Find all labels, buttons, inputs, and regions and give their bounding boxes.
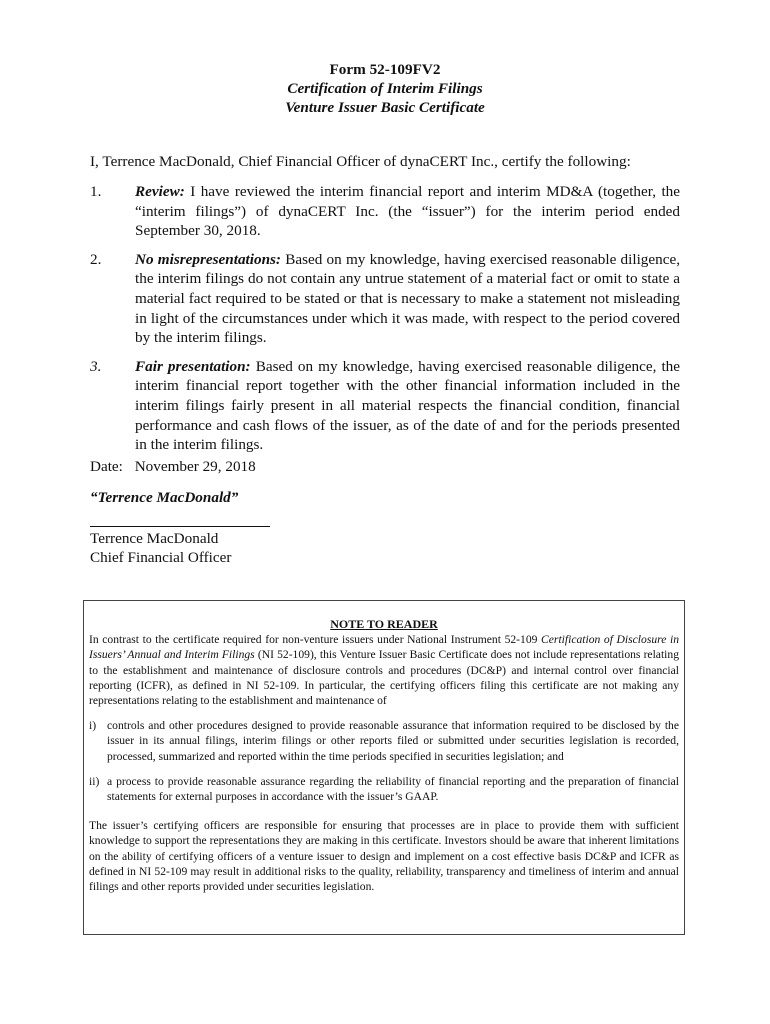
item-title: Review: (135, 183, 185, 200)
item-text: Based on my knowledge, having exercised reasonable diligence, the interim financial report together with the other financial information included in the interim filings fairly present in all material respects the financial condition, financial performance and cash flows of the issuer, as of the date of and for the periods presented in the interim filings. (135, 357, 680, 454)
note-list-item (89, 718, 679, 764)
date-value: November 29, 2018 (134, 458, 256, 475)
note-paragraph-text: In contrast to the certificate required for non-venture issuers under National Instrument 52-109 (89, 633, 542, 647)
signatory-block (90, 529, 231, 567)
document-header (0, 60, 770, 117)
note-closing-paragraph: The issuer’s certifying officers are responsible for ensuring that processes are in place to provide them with sufficient knowledge to support the representations they are making in this certificate. Investors should be aware that inherent limitations on the ability of certifying officers of a venture issuer to design and implement on a cost effective basis DC&P and ICFR as defined in NI 52-109 may result in additional risks to the quality, reliability, transparency and timeliness of interim and annual filings and other reports provided under securities legislation. (89, 819, 679, 894)
item-title: Fair presentation: (135, 357, 251, 375)
item-no-misrepresentations (90, 250, 680, 348)
item-fair-presentation (90, 357, 680, 455)
note-list-number: i) (89, 719, 97, 733)
signatory-name: Terrence MacDonald (90, 530, 219, 547)
item-title: No misrepresentations: (135, 250, 281, 268)
signature-line (90, 526, 270, 527)
item-text: I have reviewed the interim financial report and interim MD&A (together, the “interim filings”) of dynaCERT Inc. (the “issuer”) for the interim period ended September 30, 2018. (135, 183, 681, 240)
document-subtitle-certification: Certification of Interim Filings (287, 80, 483, 97)
item-number: 3. (90, 357, 102, 375)
note-paragraph-text-cont: (NI 52-109), this Venture Issuer Basic Certificate does not include representations relating to the establishment and maintenance of disclosure controls and procedures (DC&P) and internal control over financial reporting (ICFR), as defined in NI 52-109. In particular, the certifying officers filing this certificate are not making any representations relating to the establishment and maintenance of (89, 648, 679, 708)
item-number: 1. (90, 183, 102, 200)
date-label: Date: (90, 458, 123, 475)
certification-items (90, 182, 680, 464)
item-review (90, 182, 680, 241)
note-list-text: a process to provide reasonable assurance regarding the reliability of financial reporting and the preparation of financial statements for external purposes in accordance with the issuer’s GAAP. (107, 774, 679, 804)
note-list-number: ii) (89, 774, 100, 788)
note-title: NOTE TO READER (330, 617, 438, 631)
certification-date (90, 458, 256, 476)
item-text: Based on my knowledge, having exercised reasonable diligence, the interim filings do not contain any untrue statement of a material fact or omit to state a material fact required to be stated or that is necessary to make a statement not misleading in light of the circumstances under which it was made, with respect to the period covered by the interim filings. (135, 250, 680, 347)
certification-intro: I, Terrence MacDonald, Chief Financial Officer of dynaCERT Inc., certify the following: (90, 153, 631, 170)
note-paragraph (89, 632, 679, 708)
note-to-reader-box (83, 600, 685, 935)
document-subtitle-certificate-type: Venture Issuer Basic Certificate (285, 99, 485, 116)
form-number: Form 52-109FV2 (329, 61, 441, 78)
note-instrument-title: Certification of Disclosure in Issuers’ Annual and Interim Filings (89, 633, 679, 662)
signatory-title: Chief Financial Officer (90, 549, 232, 566)
signature: “Terrence MacDonald” (90, 489, 239, 506)
item-number: 2. (90, 250, 102, 268)
note-list-item (89, 774, 679, 804)
note-list (89, 718, 679, 804)
note-list-text: controls and other procedures designed to provide reasonable assurance that information required to be disclosed by the issuer in its annual filings, interim filings or other reports filed or submitted under securities legislation is recorded, processed, summarized and reported within the time periods specified in securities legislation; and (107, 719, 679, 763)
